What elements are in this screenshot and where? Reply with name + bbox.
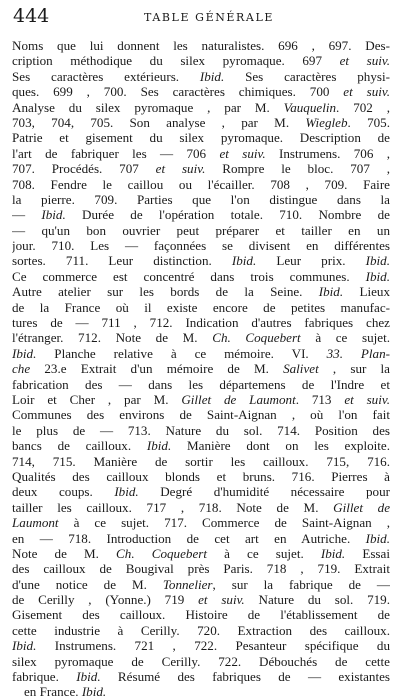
text-segment: des cailloux de Bougival près Paris. 718 , 719. Extrait: [12, 561, 390, 577]
text-segment: Gisement des cailloux. Histoire de l'établissement de: [12, 607, 390, 623]
text-line: [12, 669, 390, 684]
italic-text: Ibid.: [81, 684, 107, 700]
text-segment: Ses caractères physi-: [224, 68, 390, 84]
text-line: [12, 454, 390, 469]
italic-text: Ibid.: [41, 207, 66, 223]
text-line: [12, 284, 390, 299]
text-line: [12, 300, 390, 315]
text-segment: Durée de l'opération totale. 710. Nombre de: [65, 207, 390, 223]
text-segment: Loir et Cher , par M.: [12, 391, 182, 407]
text-segment: Instrumens. 706 ,: [265, 145, 390, 161]
italic-text: Ibid.: [320, 545, 346, 561]
text-line: [12, 330, 390, 345]
page-header: [13, 5, 389, 31]
italic-text: Gillet de: [333, 499, 390, 515]
italic-text: et suiv.: [344, 391, 390, 407]
text-segment: Analyse du silex pyromaque , par M.: [12, 99, 284, 115]
text-line: [12, 592, 390, 607]
italic-text: Ibid.: [365, 253, 390, 269]
text-segment: Qualités des cailloux blonds et bruns. 716. Pierres à: [12, 468, 390, 484]
text-segment: , sur la: [318, 361, 390, 377]
text-line: [12, 377, 390, 392]
text-line: [12, 53, 390, 68]
text-segment: tures de — 711 , 712. Indication d'autres fabriques chez: [12, 315, 390, 331]
text-line: [12, 269, 390, 284]
text-line: [12, 407, 390, 422]
text-segment: à ce sujet. 717. Commerce de Saint-Aignan ,: [58, 515, 390, 531]
text-line: [12, 392, 390, 407]
text-segment: 708. Fendre le caillou ou l'écailler. 708 , 709. Faire: [12, 176, 390, 192]
text-segment: d'une notice de M.: [12, 576, 163, 592]
text-segment: . 705.: [347, 114, 390, 130]
italic-text: Gillet de Laumont: [181, 391, 296, 407]
text-segment: cette industrie à Cerilly. 720. Extraction des cailloux.: [12, 622, 390, 638]
text-segment: cription méthodique du silex pyromaque. 697: [12, 53, 340, 69]
text-line: [12, 423, 390, 438]
text-line: [12, 38, 390, 53]
text-segment: l'étranger. 712. Note de M.: [12, 330, 213, 346]
text-line: [12, 531, 390, 546]
italic-text: Ibid.: [365, 268, 390, 284]
text-line: [12, 84, 390, 99]
text-segment: fabrique.: [12, 669, 77, 685]
text-segment: jour. 710. Les — façonnées se divisent en différentes: [12, 238, 390, 254]
text-line: [12, 623, 390, 638]
text-segment: Patrie et gisement du silex pyromaque. Description de: [12, 130, 390, 146]
italic-text: Ch. Coquebert: [212, 330, 301, 346]
text-segment: l'art de fabriquer les — 706: [12, 145, 220, 161]
text-line: [12, 361, 390, 376]
text-line: [12, 515, 390, 530]
text-segment: Note de M.: [12, 545, 117, 561]
text-segment: . 713: [295, 391, 345, 407]
text-line: [12, 438, 390, 453]
italic-text: Ibid.: [76, 669, 101, 685]
italic-text: et suiv.: [343, 84, 390, 100]
text-line: [12, 315, 390, 330]
text-segment: en — 718. Introduction de cet art en Autriche.: [12, 530, 366, 546]
text-segment: , sur la fabrique de —: [212, 576, 390, 592]
text-segment: Ses caractères extérieurs.: [12, 68, 200, 84]
text-segment: Manière dont on les exploite.: [171, 438, 390, 454]
text-segment: Communes des environs de Saint-Aignan , où l'on fait: [12, 407, 390, 423]
italic-text: et suiv.: [339, 53, 390, 69]
italic-text: Ibid.: [318, 284, 344, 300]
italic-text: 33. Plan-: [326, 345, 390, 361]
text-line: [12, 223, 390, 238]
text-segment: Essai: [345, 545, 390, 561]
italic-text: Ibid.: [231, 253, 257, 269]
text-segment: 714, 715. Manière de sortir les cailloux. 715, 716.: [12, 453, 390, 469]
italic-text: Laumont: [12, 515, 59, 531]
text-line: [12, 253, 390, 268]
text-line: [12, 684, 390, 699]
text-segment: deux coups.: [12, 484, 115, 500]
text-line: [12, 192, 390, 207]
italic-text: Ibid.: [199, 68, 225, 84]
running-title: TABLE GÉNÉRALE: [143, 11, 275, 24]
text-segment: la pierre. 709. Parties que l'on distingue dans la: [12, 191, 390, 207]
text-line: [12, 207, 390, 222]
italic-text: et suiv.: [155, 161, 206, 177]
italic-text: Ibid.: [365, 530, 390, 546]
text-line: [12, 638, 390, 653]
text-line: [12, 500, 390, 515]
text-segment: Autre atelier sur les bords de la Seine.: [12, 284, 319, 300]
italic-text: Tonnelier: [162, 576, 213, 592]
text-line: [12, 546, 390, 561]
text-segment: . 702 ,: [336, 99, 390, 115]
text-line: [12, 115, 390, 130]
text-line: [12, 130, 390, 145]
text-segment: sortes. 711. Leur distinction.: [12, 253, 232, 269]
text-segment: Planche relative à ce mémoire. VI.: [36, 345, 327, 361]
text-line: [12, 146, 390, 161]
text-segment: Ce commerce est concentré dans trois communes.: [12, 268, 366, 284]
text-segment: le plus de — 713. Nature du sol. 714. Position des: [12, 422, 390, 438]
text-segment: de Cerilly , (Yonne.) 719: [12, 592, 199, 608]
text-segment: — qu'un bon ouvrier peut préparer et tailler en un: [12, 222, 390, 238]
text-segment: Degré d'humidité nécessaire pour: [138, 484, 390, 500]
text-segment: 23.e Extrait d'un mémoire de M.: [30, 361, 284, 377]
italic-text: Ibid.: [114, 484, 139, 500]
text-segment: silex pyromaque de Cerilly. 722. Débouchés de cette: [12, 653, 390, 669]
text-segment: —: [12, 207, 42, 223]
text-segment: 707. Procédés. 707: [12, 161, 156, 177]
italic-text: et suiv.: [198, 592, 245, 608]
text-segment: Rompre le bloc. 707 ,: [205, 161, 390, 177]
text-segment: bancs de cailloux.: [12, 438, 147, 454]
italic-text: Ibid.: [12, 345, 37, 361]
italic-text: Salivet: [283, 361, 319, 377]
italic-text: Ibid.: [146, 438, 172, 454]
italic-text: Ibid.: [12, 638, 37, 654]
text-segment: Nature du sol. 719.: [244, 592, 390, 608]
text-segment: tailler les cailloux. 717 , 718. Note de M.: [12, 499, 334, 515]
text-segment: de la France où il existe encore de petites manufac-: [12, 299, 390, 315]
italic-text: che: [12, 361, 31, 377]
text-line: [12, 177, 390, 192]
text-line: [12, 161, 390, 176]
text-segment: Noms que lui donnent les naturalistes. 696 , 697. Des-: [12, 38, 390, 53]
text-segment: Leur prix.: [256, 253, 366, 269]
index-entry-text: [12, 38, 390, 700]
text-segment: Instrumens. 721 , 722. Pesanteur spécifique du: [36, 638, 390, 654]
text-line: [12, 100, 390, 115]
page-number: 444: [13, 5, 50, 27]
text-segment: Résumé des fabriques de — existantes: [100, 669, 390, 685]
text-segment: fabrication des — dans les départemens de l'Indre et: [12, 376, 390, 392]
text-line: [12, 346, 390, 361]
text-line: [12, 607, 390, 622]
text-line: [12, 561, 390, 576]
text-segment: en France.: [24, 684, 82, 700]
text-segment: à ce sujet.: [300, 330, 390, 346]
italic-text: Wiegleb: [305, 114, 348, 130]
text-line: [12, 577, 390, 592]
italic-text: et suiv.: [219, 145, 266, 161]
text-line: [12, 484, 390, 499]
text-segment: ques. 699 , 700. Ses caractères chimiques. 700: [12, 84, 344, 100]
text-line: [12, 238, 390, 253]
italic-text: Ch. Coquebert: [116, 545, 207, 561]
text-segment: 703, 704, 705. Son analyse , par M.: [12, 114, 306, 130]
text-line: [12, 69, 390, 84]
text-segment: à ce sujet.: [206, 545, 321, 561]
text-line: [12, 469, 390, 484]
italic-text: Vauquelin: [283, 99, 337, 115]
text-line: [12, 654, 390, 669]
text-segment: Lieux: [343, 284, 390, 300]
